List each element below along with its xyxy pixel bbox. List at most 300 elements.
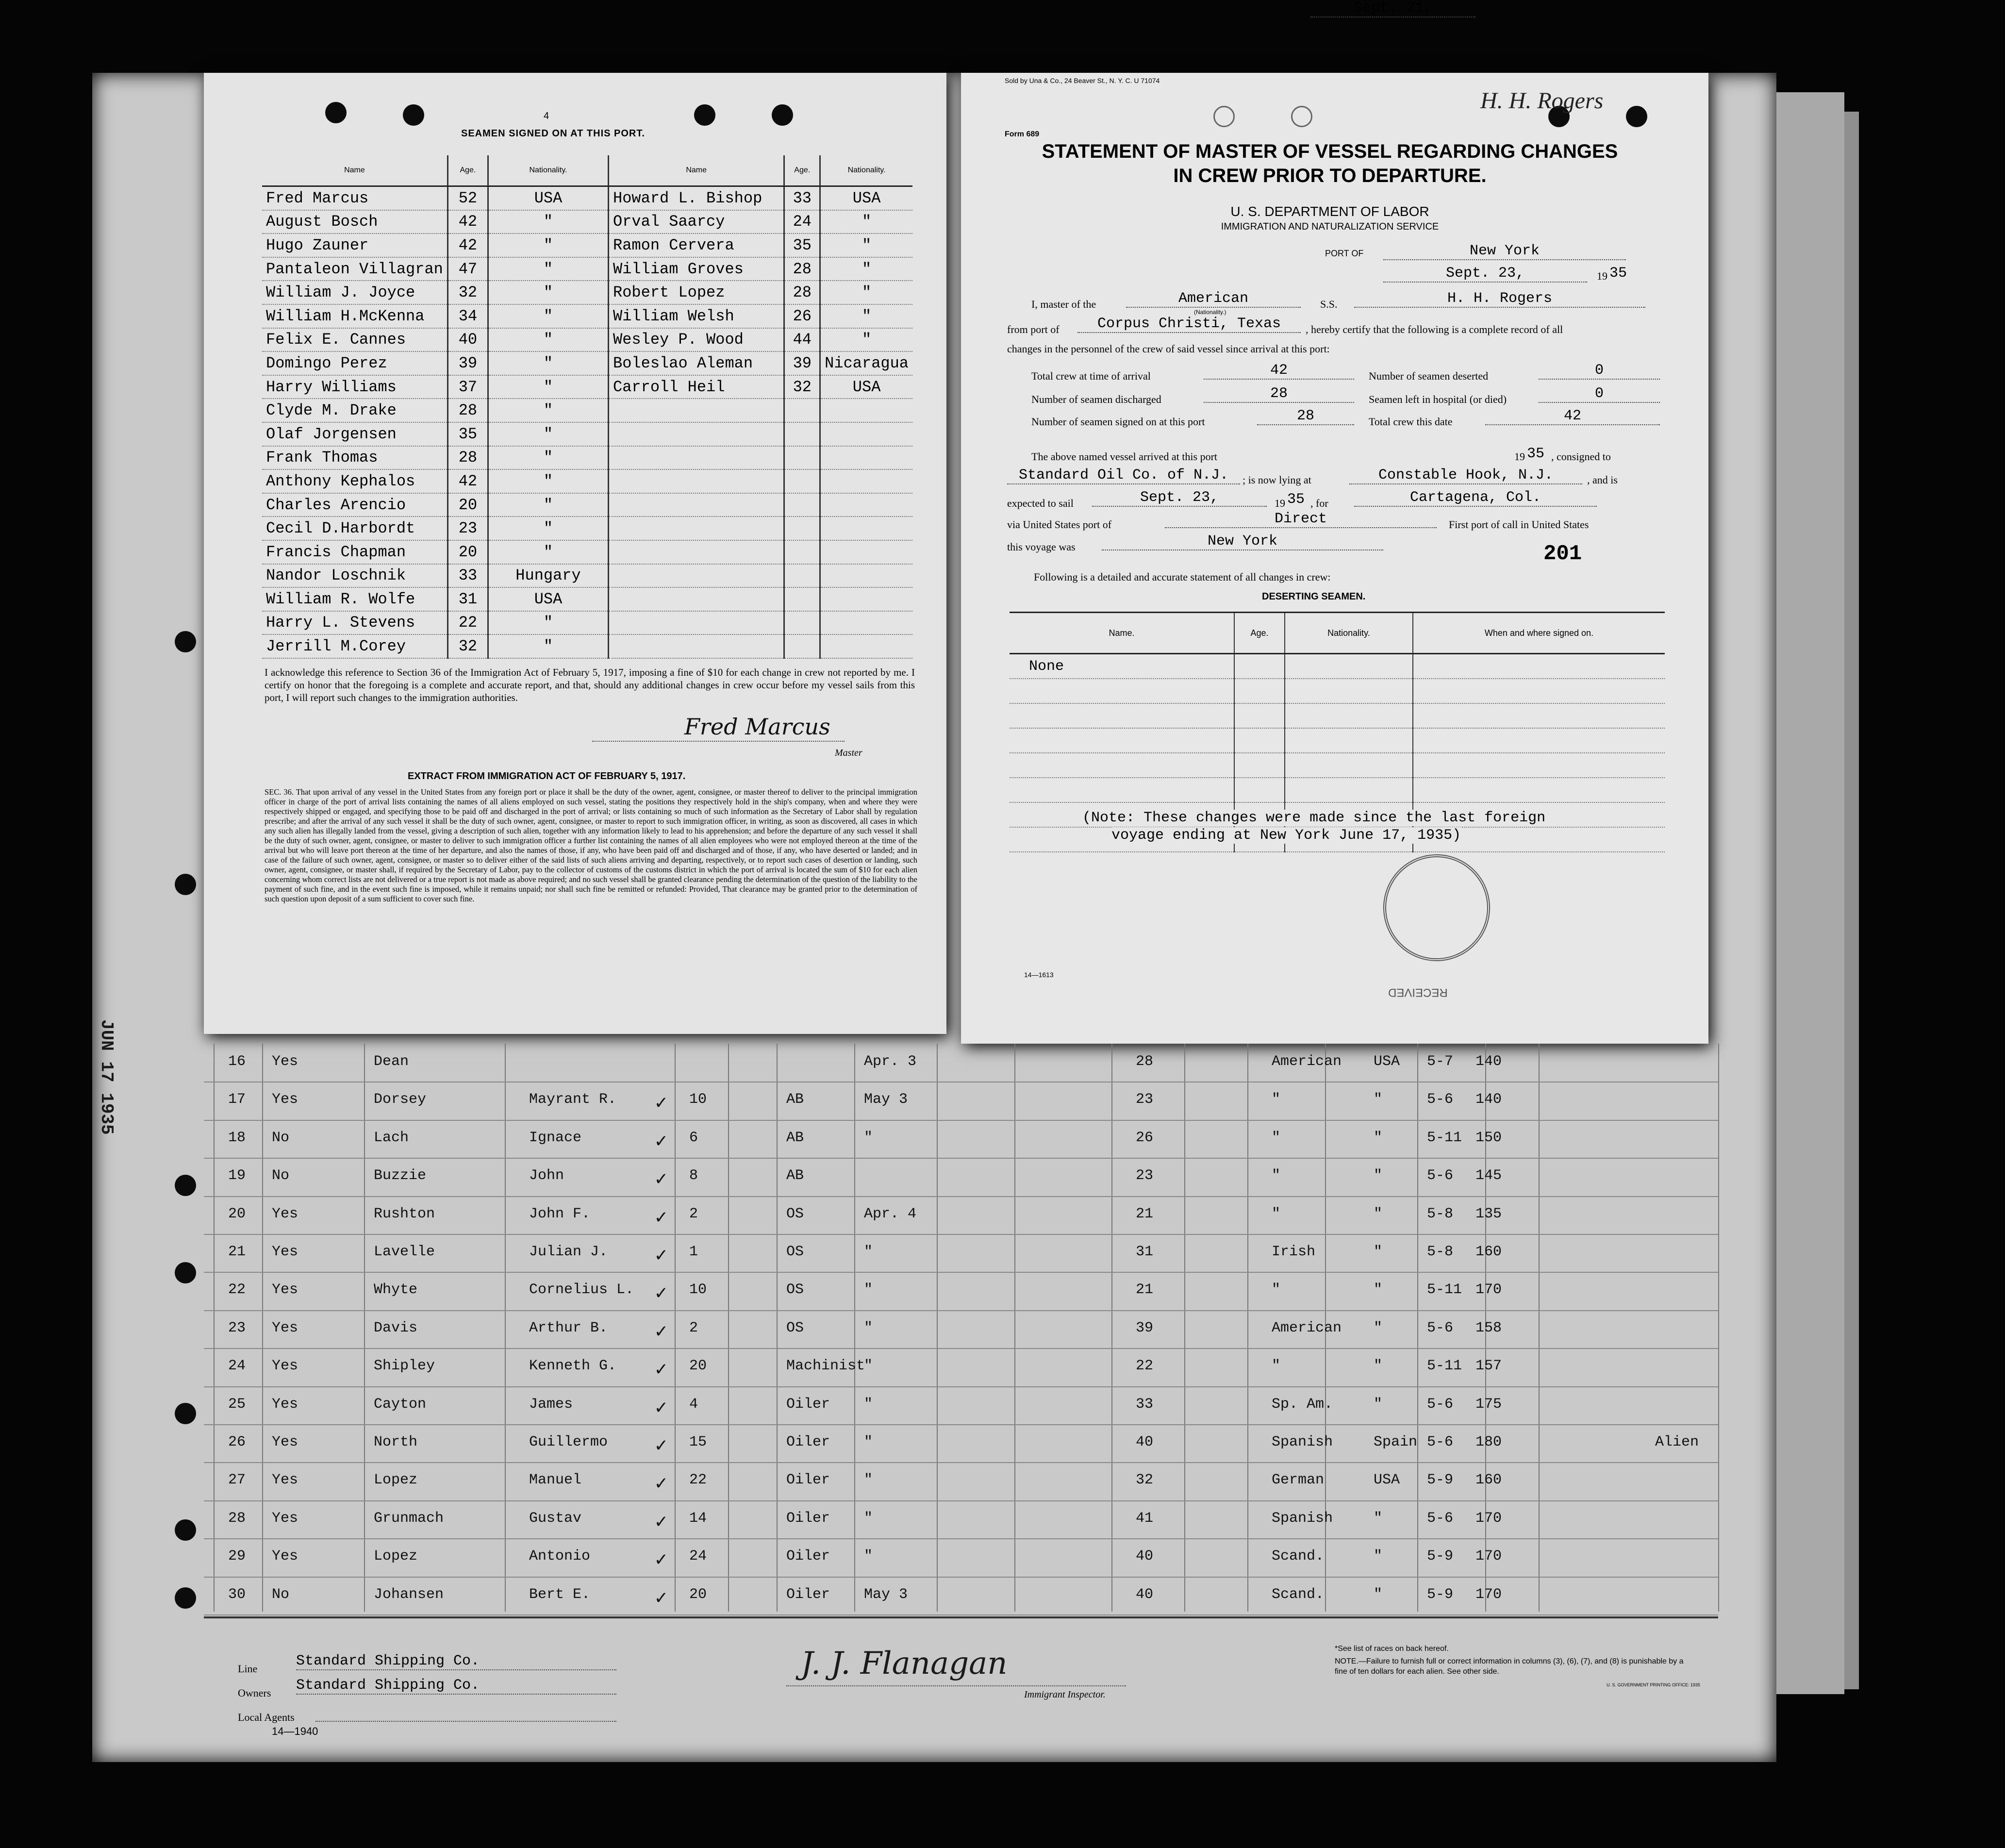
crew-age: 28: [784, 281, 820, 304]
signed-on-count: 28: [1257, 408, 1354, 425]
crew-age: 41: [1136, 1510, 1154, 1527]
crew-weight: 135: [1475, 1205, 1502, 1222]
table-row: [1010, 679, 1665, 703]
master-of-label: I, master of the: [1031, 298, 1096, 310]
crew-height: 5-6: [1427, 1510, 1454, 1527]
crew-given-name: Julian J.: [529, 1244, 608, 1260]
crew-name: August Bosch: [262, 210, 447, 234]
handwritten-vessel-name: H. H. Rogers: [1480, 88, 1604, 114]
crew-nationality: [820, 611, 912, 635]
manifest-row: [0, 1396, 2005, 1434]
table-row: [1010, 728, 1665, 753]
manifest-row: [0, 1053, 2005, 1091]
punch-hole: [1213, 106, 1235, 127]
changes-text: changes in the personnel of the crew of said vessel since arrival at this port:: [1007, 343, 1330, 355]
crew-age: 40: [1136, 1586, 1154, 1603]
crew-given-name: Gustav: [529, 1510, 582, 1527]
crew-race: Sp. Am.: [1272, 1396, 1333, 1413]
crew-name: [609, 587, 784, 611]
crew-given-name: Mayrant R.: [529, 1091, 617, 1108]
from-port-label: from port of: [1007, 323, 1060, 335]
table-row: [262, 564, 912, 588]
penalty-note: NOTE.—Failure to furnish full or correct information in columns (3), (6), (7), and (8) is punishable by a fine of ten dollars for each alien. See other side.: [1335, 1657, 1684, 1676]
deserter-signed-on: [1413, 728, 1665, 753]
crew-given-name: Bert E.: [529, 1586, 591, 1603]
crew-age: 42: [447, 210, 488, 234]
discharged-label: Number of seamen discharged: [1031, 393, 1161, 405]
manifest-row: [0, 1167, 2005, 1205]
crew-name: [609, 399, 784, 422]
crew-name: William Groves: [609, 257, 784, 281]
crew-name: Robert Lopez: [609, 281, 784, 304]
crew-age: 31: [1136, 1244, 1154, 1260]
crew-age: [784, 611, 820, 635]
crew-age: 26: [784, 304, 820, 328]
crew-surname: Rushton: [374, 1205, 435, 1222]
port-of-value: New York: [1383, 243, 1626, 260]
arrived-label: The above named vessel arrived at this port: [1031, 450, 1218, 463]
crew-nationality: ": [820, 210, 912, 234]
signed-flag: Yes: [272, 1319, 298, 1336]
crew-nationality: USA: [820, 375, 912, 399]
crew-race: American: [1272, 1319, 1342, 1336]
punch-hole: [1291, 106, 1312, 127]
manifest-row: [0, 1472, 2005, 1510]
crew-nationality: USA: [1374, 1053, 1400, 1070]
crew-age: 42: [447, 469, 488, 493]
port-of-label: PORT OF: [1325, 249, 1364, 258]
crew-rank: OS: [786, 1282, 804, 1299]
crew-rank: AB: [786, 1129, 804, 1146]
check-mark-icon: ✓: [655, 1474, 667, 1496]
crew-age: [784, 446, 820, 470]
signed-flag: Yes: [272, 1358, 298, 1375]
crew-height: 5-8: [1427, 1205, 1454, 1222]
manifest-row: [0, 1320, 2005, 1358]
table-row: [262, 399, 912, 422]
crew-name: Charles Arencio: [262, 493, 447, 517]
crew-name: Jerrill M.Corey: [262, 634, 447, 658]
first-port-label: First port of call in United States: [1449, 518, 1589, 531]
crew-age: 33: [784, 186, 820, 210]
check-mark-icon: ✓: [655, 1207, 667, 1230]
crew-name: [609, 516, 784, 540]
years-at-sea: 6: [689, 1129, 698, 1146]
signed-flag: Yes: [272, 1396, 298, 1413]
crew-rank: OS: [786, 1244, 804, 1260]
years-at-sea: 2: [689, 1205, 698, 1222]
crew-race: Scand.: [1272, 1548, 1325, 1565]
crew-surname: Davis: [374, 1319, 418, 1336]
vessel-name: H. H. Rogers: [1354, 290, 1645, 308]
row-number: 24: [228, 1358, 246, 1375]
crew-race: ": [1272, 1129, 1281, 1146]
crew-age: 47: [447, 257, 488, 281]
crew-age: [784, 540, 820, 564]
extract-text: SEC. 36. That upon arrival of any vessel in the United States from any foreign port or place it shall be the duty of the owner, agent, consignee, or master thereof to deliver to the principal immigration officer in charge of the port of arrival lists containing the names of all aliens employed on such vessel, stating the positions they respectively hold in the ship's company, when and where they were respectively shipped or engaged, and specifying those to be paid off and discharged in the port of arrival; or lists containing so much of such information as the Secretary of Labor shall by regulation prescribe; and after the arrival of any such vessel it shall be the duty of such owner, agent, consignee, or master to report to such immigration officer, in writing, as soon as discovered, all cases in which any such alien has illegally landed from the vessel, giving a description of such alien, together with any information likely to lead to his apprehension; and before the departure of any such vessel it shall be the duty of such owner, agent, consignee, or master to deliver to such immigration officer a further list containing the names of all alien employees who were not employed thereon at the time of the arrival but who will leave port thereon at the time of her departure, and also the names of those, if any, who have been paid off and discharged and of those, if any, who have deserted or landed; and in case of the failure of such owner, agent, consignee, or master so to deliver either of the said lists of such aliens arriving and departing, respectively, or to report such cases of desertion or landing, such owner, agent, consignee, or master shall, if required by the Secretary of Labor, pay to the collector of customs of the customs district in which the port of arrival is located the sum of $10 for each alien concerning whom correct lists are not delivered or a true report is not made as above required; and no such vessel shall be granted clearance pending the determination of the question of the liability to the payment of such fine, and in the event such fine is imposed, while it remains unpaid; nor shall such fine be remitted or refunded: Provided, That clearance may be granted prior to the determination of such question upon deposit of a sum sufficient to cover such fine.: [265, 787, 917, 903]
crew-name: [609, 493, 784, 517]
manifest-row: [0, 1510, 2005, 1548]
crew-age: 22: [447, 611, 488, 635]
crew-rank: Machinist: [786, 1358, 865, 1375]
crew-nationality: ": [1374, 1282, 1383, 1299]
signed-flag: Yes: [272, 1510, 298, 1527]
row-number: 30: [228, 1586, 246, 1603]
table-row: [262, 281, 912, 304]
crew-given-name: John F.: [529, 1205, 591, 1222]
crew-nationality: [820, 634, 912, 658]
crew-name: Hugo Zauner: [262, 233, 447, 257]
signed-flag: Yes: [272, 1434, 298, 1450]
crew-height: 5-8: [1427, 1244, 1454, 1260]
crew-nationality: ": [488, 281, 608, 304]
line-value: Standard Shipping Co.: [296, 1653, 616, 1670]
crew-age: [784, 564, 820, 588]
crew-nationality: ": [1374, 1167, 1383, 1184]
deserter-name: [1010, 679, 1234, 703]
deserter-nationality: [1285, 753, 1413, 778]
crew-age: 32: [1136, 1472, 1154, 1489]
crew-nationality: Spain: [1374, 1434, 1418, 1450]
crew-race: Spanish: [1272, 1434, 1333, 1450]
crew-weight: 157: [1475, 1358, 1502, 1375]
crew-height: 5-9: [1427, 1472, 1454, 1489]
crew-nationality: ": [1374, 1205, 1383, 1222]
nationality-caption: (Nationality.): [1194, 309, 1226, 316]
column-header: Name: [262, 155, 447, 186]
crew-age: 39: [784, 351, 820, 375]
crew-name: [609, 422, 784, 446]
crew-weight: 150: [1475, 1129, 1502, 1146]
crew-nationality: ": [488, 351, 608, 375]
statement-title-2: IN CREW PRIOR TO DEPARTURE.: [1173, 165, 1487, 186]
crew-name: Olaf Jorgensen: [262, 422, 447, 446]
table-row: [262, 516, 912, 540]
crew-age: [784, 493, 820, 517]
column-header: Nationality.: [1285, 613, 1413, 654]
crew-rank: AB: [786, 1167, 804, 1184]
deserter-signed-on: [1413, 753, 1665, 778]
crew-age: 35: [447, 422, 488, 446]
crew-age: 22: [1136, 1358, 1154, 1375]
column-header: When and where signed on.: [1413, 613, 1665, 654]
crew-weight: 180: [1475, 1434, 1502, 1450]
arrived-date: Sept. 21,: [1310, 0, 1475, 17]
table-header-row: [1010, 613, 1665, 654]
punch-hole: [403, 104, 424, 126]
crew-rank: Oiler: [786, 1548, 830, 1565]
crew-age: 24: [784, 210, 820, 234]
stamp-number: 201: [1543, 542, 1582, 566]
crew-nationality: [820, 493, 912, 517]
crew-nationality: ": [1374, 1091, 1383, 1108]
crew-weight: 170: [1475, 1586, 1502, 1603]
crew-weight: 170: [1475, 1510, 1502, 1527]
total-crew-date-label: Total crew this date: [1369, 416, 1453, 428]
deserter-name: None: [1010, 654, 1234, 679]
crew-weight: 160: [1475, 1244, 1502, 1260]
crew-name: Nandor Loschnik: [262, 564, 447, 588]
crew-age: 31: [447, 587, 488, 611]
crew-weight: 160: [1475, 1472, 1502, 1489]
crew-weight: 145: [1475, 1167, 1502, 1184]
total-crew-arrival-label: Total crew at time of arrival: [1031, 370, 1151, 382]
lying-at-value: Constable Hook, N.J.: [1349, 467, 1582, 484]
years-at-sea: 20: [689, 1358, 707, 1375]
table-row: [262, 587, 912, 611]
crew-nationality: [820, 422, 912, 446]
deserted-count: 0: [1539, 362, 1660, 380]
crew-nationality: ": [1374, 1586, 1383, 1603]
crew-nationality: [820, 399, 912, 422]
crew-surname: Dean: [374, 1053, 409, 1070]
crew-age: 23: [1136, 1167, 1154, 1184]
crew-surname: Grunmach: [374, 1510, 444, 1527]
row-number: 17: [228, 1091, 246, 1108]
check-mark-icon: ✓: [655, 1169, 667, 1192]
table-row: [262, 540, 912, 564]
check-mark-icon: ✓: [655, 1360, 667, 1382]
manifest-row: [0, 1206, 2005, 1244]
crew-name: Ramon Cervera: [609, 233, 784, 257]
crew-name: [609, 446, 784, 470]
crew-nationality: ": [488, 233, 608, 257]
deserter-nationality: [1285, 703, 1413, 728]
crew-age: 42: [447, 233, 488, 257]
crew-age: 37: [447, 375, 488, 399]
crew-surname: Buzzie: [374, 1167, 427, 1184]
crew-rank: Oiler: [786, 1586, 830, 1603]
crew-weight: 170: [1475, 1282, 1502, 1299]
crew-surname: Cayton: [374, 1396, 427, 1413]
manifest-row: [0, 1548, 2005, 1586]
crew-nationality: ": [488, 304, 608, 328]
destination-value: Cartagena, Col.: [1354, 489, 1597, 507]
crew-name: Harry L. Stevens: [262, 611, 447, 635]
signed-flag: No: [272, 1167, 290, 1184]
engagement-date: ": [864, 1510, 873, 1527]
page-number: 4: [544, 111, 549, 121]
crew-race: Spanish: [1272, 1510, 1333, 1527]
ss-label: S.S.: [1320, 298, 1338, 310]
deserter-age: [1234, 753, 1285, 778]
crew-race: ": [1272, 1091, 1281, 1108]
years-at-sea: 4: [689, 1396, 698, 1413]
crew-weight: 140: [1475, 1053, 1502, 1070]
column-header: Age.: [784, 155, 820, 186]
crew-nationality: ": [1374, 1244, 1383, 1260]
crew-age: 23: [1136, 1091, 1154, 1108]
master-label: Master: [835, 748, 862, 758]
crew-name: Pantaleon Villagran: [262, 257, 447, 281]
crew-surname: Lopez: [374, 1548, 418, 1565]
crew-age: 33: [1136, 1396, 1154, 1413]
crew-surname: Lavelle: [374, 1244, 435, 1260]
year-suffix: 35: [1609, 265, 1627, 282]
crew-surname: Whyte: [374, 1282, 418, 1299]
row-number: 18: [228, 1129, 246, 1146]
engagement-date: May 3: [864, 1586, 908, 1603]
crew-age: 40: [1136, 1434, 1154, 1450]
crew-nationality: ": [488, 399, 608, 422]
table-row: [262, 257, 912, 281]
crew-rank: Oiler: [786, 1510, 830, 1527]
deserter-age: [1234, 778, 1285, 802]
crew-nationality: ": [488, 446, 608, 470]
crew-nationality: ": [820, 281, 912, 304]
alien-note: Alien: [1655, 1434, 1699, 1450]
deserter-signed-on: [1413, 778, 1665, 802]
deserter-nationality: [1285, 778, 1413, 802]
row-number: 20: [228, 1205, 246, 1222]
crew-age: 32: [447, 634, 488, 658]
arrived-year: 35: [1527, 446, 1545, 462]
crew-age: 52: [447, 186, 488, 210]
crew-race: ": [1272, 1205, 1281, 1222]
crew-height: 5-11: [1427, 1282, 1462, 1299]
total-crew-date: 42: [1485, 408, 1660, 425]
check-mark-icon: ✓: [655, 1131, 667, 1153]
crew-nationality: ": [820, 233, 912, 257]
table-row: [1010, 778, 1665, 802]
row-number: 26: [228, 1434, 246, 1450]
crew-nationality: ": [488, 493, 608, 517]
deserter-signed-on: [1413, 679, 1665, 703]
printer-note: Sold by Una & Co., 24 Beaver St., N. Y. C. U 71074: [1005, 77, 1160, 84]
first-port-value: New York: [1102, 533, 1383, 550]
crew-nationality: ": [1374, 1548, 1383, 1565]
crew-age: 39: [447, 351, 488, 375]
column-header: Name: [609, 155, 784, 186]
engagement-date: ": [864, 1396, 873, 1413]
crew-age: 32: [784, 375, 820, 399]
crew-nationality: ": [820, 304, 912, 328]
crew-height: 5-11: [1427, 1358, 1462, 1375]
check-mark-icon: ✓: [655, 1093, 667, 1115]
crew-age: [784, 587, 820, 611]
engagement-date: Apr. 4: [864, 1205, 917, 1222]
received-stamp: RECEIVED: [1388, 986, 1448, 999]
row-number: 25: [228, 1396, 246, 1413]
crew-nationality: USA: [488, 186, 608, 210]
seamen-table: [262, 155, 912, 659]
crew-surname: Lach: [374, 1129, 409, 1146]
crew-name: Clyde M. Drake: [262, 399, 447, 422]
column-header: Nationality.: [820, 155, 912, 186]
deserter-signed-on: [1413, 654, 1665, 679]
crew-height: 5-6: [1427, 1091, 1454, 1108]
row-number: 27: [228, 1472, 246, 1489]
punch-hole: [1626, 106, 1647, 127]
crew-age: [784, 399, 820, 422]
engagement-date: ": [864, 1472, 873, 1489]
hospital-count: 0: [1539, 385, 1660, 403]
statement-title-1: STATEMENT OF MASTER OF VESSEL REGARDING CHANGES: [1042, 141, 1618, 162]
crew-nationality: ": [1374, 1510, 1383, 1527]
crew-surname: Dorsey: [374, 1091, 427, 1108]
side-date-stamp: JUN 17 1935: [97, 1019, 116, 1135]
engagement-date: Apr. 3: [864, 1053, 917, 1070]
from-port-value: Corpus Christi, Texas: [1077, 316, 1301, 333]
check-mark-icon: ✓: [655, 1321, 667, 1344]
expected-label: expected to sail: [1007, 497, 1074, 509]
crew-given-name: Guillermo: [529, 1434, 608, 1450]
note-line-2: voyage ending at New York June 17, 1935): [1111, 827, 1461, 844]
crew-weight: 140: [1475, 1091, 1502, 1108]
crew-given-name: James: [529, 1396, 573, 1413]
table-row: [262, 493, 912, 517]
crew-name: Francis Chapman: [262, 540, 447, 564]
crew-name: Howard L. Bishop: [609, 186, 784, 210]
table-row: [262, 611, 912, 635]
signature-line: [592, 741, 845, 742]
check-mark-icon: ✓: [655, 1512, 667, 1534]
column-header: Age.: [1234, 613, 1285, 654]
crew-race: ": [1272, 1358, 1281, 1375]
agents-line: [315, 1721, 616, 1722]
years-at-sea: 1: [689, 1244, 698, 1260]
table-header-row: [262, 155, 912, 186]
crew-age: 20: [447, 540, 488, 564]
crew-given-name: Arthur B.: [529, 1319, 608, 1336]
signed-flag: No: [272, 1586, 290, 1603]
crew-height: 5-6: [1427, 1434, 1454, 1450]
crew-rank: AB: [786, 1091, 804, 1108]
years-at-sea: 10: [689, 1282, 707, 1299]
table-row: [262, 186, 912, 210]
table-row: [262, 351, 912, 375]
crew-nationality: USA: [488, 587, 608, 611]
master-signature: Fred Marcus: [684, 714, 830, 740]
manifest-row: [0, 1282, 2005, 1319]
crew-given-name: Antonio: [529, 1548, 591, 1565]
crew-nationality: ": [488, 422, 608, 446]
signed-on-label: Number of seamen signed on at this port: [1031, 416, 1205, 428]
row-number: 19: [228, 1167, 246, 1184]
crew-nationality: ": [488, 611, 608, 635]
check-mark-icon: ✓: [655, 1398, 667, 1420]
table-row: [1010, 753, 1665, 778]
signed-flag: Yes: [272, 1472, 298, 1489]
crew-name: Frank Thomas: [262, 446, 447, 470]
row-number: 23: [228, 1319, 246, 1336]
nationality-value: American: [1126, 290, 1301, 308]
column-header: Name.: [1010, 613, 1234, 654]
and-is-label: , and is: [1587, 474, 1618, 486]
extract-title: EXTRACT FROM IMMIGRATION ACT OF FEBRUARY 5, 1917.: [408, 771, 686, 782]
inspector-label: Immigrant Inspector.: [1024, 1689, 1106, 1700]
crew-name: Felix E. Cannes: [262, 328, 447, 352]
crew-race: Irish: [1272, 1244, 1316, 1260]
crew-name: [609, 634, 784, 658]
deserter-age: [1234, 654, 1285, 679]
crew-age: 33: [447, 564, 488, 588]
crew-name: Cecil D.Harbordt: [262, 516, 447, 540]
sail-date: Sept. 23,: [1092, 489, 1267, 507]
crew-nationality: ": [488, 516, 608, 540]
table-row: [262, 328, 912, 352]
total-crew-arrival: 42: [1204, 362, 1354, 380]
crew-rank: Oiler: [786, 1434, 830, 1450]
printing-office: U. S. GOVERNMENT PRINTING OFFICE: 1935: [1607, 1682, 1700, 1687]
deserter-age: [1234, 679, 1285, 703]
deserter-name: [1010, 728, 1234, 753]
table-row: [1010, 703, 1665, 728]
years-at-sea: 22: [689, 1472, 707, 1489]
punch-hole: [325, 102, 347, 123]
years-at-sea: 20: [689, 1586, 707, 1603]
column-header: Nationality.: [488, 155, 608, 186]
